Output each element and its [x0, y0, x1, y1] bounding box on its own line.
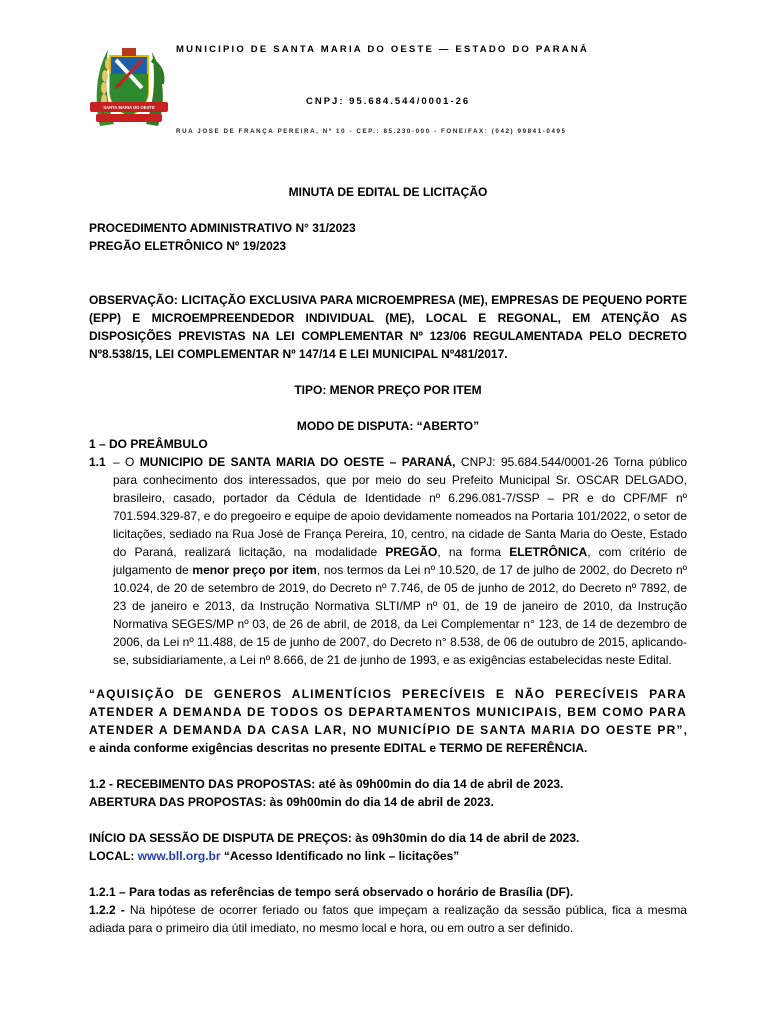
- object-paragraph: [89, 685, 687, 757]
- document-title: MINUTA DE EDITAL DE LICITAÇÃO: [288, 185, 488, 199]
- tipo-line: TIPO: MENOR PREÇO POR ITEM: [294, 383, 482, 397]
- location-label: LOCAL:: [89, 849, 138, 863]
- paragraph-number: 1.2.2 -: [89, 903, 125, 917]
- municipality-name: MUNICIPIO DE SANTA MARIA DO OESTE – PARANÁ,: [139, 455, 456, 469]
- bll-link[interactable]: www.bll.org.br: [137, 849, 221, 863]
- form-eletronica: ELETRÔNICA: [509, 545, 588, 559]
- paragraph-number: 1.1: [89, 455, 106, 469]
- cnpj-line: CNPJ: 95.684.544/0001-26: [306, 96, 471, 107]
- paragraph-1-2-2: [89, 901, 687, 937]
- document-body: [89, 183, 687, 937]
- observation-paragraph: OBSERVAÇÃO: LICITAÇÃO EXCLUSIVA PARA MICROEMPRESA (ME), EMPRESAS DE PEQUENO PORTE (EPP) E MICROEMPREENDEDOR INDIVIDUAL (ME), LOCAL E REGONAL, EM ATENÇÃO AS DISPOSIÇÕES PREVISTAS NA LEI COMPLEMENTAR Nº 123/06 REGULAMENTADA PELO DECRETO Nº8.538/15, LEI COMPLEMENTAR Nº 147/14 E LEI MUNICIPAL Nº481/2017.: [89, 293, 687, 361]
- modality-pregao: PREGÃO: [385, 545, 438, 559]
- text-run: , nos termos da Lei nº 10.520, de 17 de julho de 2002, do Decreto nº 10.024, de 20 de setembro de 2019, do Decreto nº 7.746, de 05 de junho de 2012, do Decreto nº 7892, de 23 de janeiro e 2013, da Instrução Normativa SLTI/MP nº 01, de 19 de janeiro de 2010, da Instrução Normativa SEGES/MP nº 03, de 26 de abril, de 2018, da Lei Complementar n° 123, de 14 de dezembro de 2006, da Lei nº 11.488, de 15 de junho de 2007, do Decreto n° 8.538, de 06 de outubro de 2015, aplicando-se, subsidiariamente, a Lei nº 8.666, de 21 de junho de 1993, e as exigências estabelecidas neste Edital.: [113, 563, 688, 667]
- location-note: “Acesso Identificado no link – licitações”: [220, 849, 460, 863]
- text-run: – O: [113, 455, 140, 469]
- address-line: RUA JOSE DE FRANÇA PEREIRA, Nº 10 - CEP.: 85.230-000 - FONE/FAX: (042) 99841-0495: [176, 128, 567, 135]
- municipality-line: MUNICIPIO DE SANTA MARIA DO OESTE — ESTADO DO PARANÁ: [176, 44, 589, 55]
- paragraph-1-2-1: 1.2.1 – Para todas as referências de tempo será observado o horário de Brasília (DF).: [89, 885, 574, 899]
- object-complement: , e ainda conforme exigências descritas no presente EDITAL e TERMO DE REFERÊNCIA.: [89, 723, 687, 755]
- procedure-number: PROCEDIMENTO ADMINISTRATIVO N° 31/2023: [89, 221, 356, 235]
- section-heading-preambulo: 1 – DO PREÂMBULO: [89, 437, 208, 451]
- judgement-criterion: menor preço por item: [192, 563, 317, 577]
- proposal-opening-line: ABERTURA DAS PROPOSTAS: às 09h00min do dia 14 de abril de 2023.: [89, 795, 494, 809]
- location-line: [89, 847, 687, 865]
- paragraph-text: Na hipótese de ocorrer feriado ou fatos que impeçam a realização da sessão pública, fica a mesma adiada para o primeiro dia útil imediato, no mesmo local e hora, ou em outro a ser definido.: [89, 903, 687, 935]
- text-run: , na forma: [437, 545, 510, 559]
- object-description: “AQUISIÇÃO DE GENEROS ALIMENTÍCIOS PERECÍVEIS E NÃO PERECÍVEIS PARA ATENDER A DEMANDA DE TODOS OS DEPARTAMENTOS MUNICIPAIS, BEM COMO PARA ATENDER A DEMANDA DA CASA LAR, NO MUNICÍPIO DE SANTA MARIA DO OESTE PR”: [89, 687, 687, 737]
- paragraph-1-1: [89, 453, 687, 669]
- session-start-line: INÍCIO DA SESSÃO DE DISPUTA DE PREÇOS: às 09h30min do dia 14 de abril de 2023.: [89, 831, 580, 845]
- municipal-crest-icon: [86, 40, 172, 132]
- letterhead: [0, 0, 770, 150]
- modo-disputa-line: MODO DE DISPUTA: “ABERTO”: [296, 419, 480, 433]
- proposal-receipt-line: 1.2 - RECEBIMENTO DAS PROPOSTAS: até às 09h00min do dia 14 de abril de 2023.: [89, 777, 564, 791]
- paragraph-text: [113, 453, 687, 669]
- text-run: CNPJ: 95.684.544/0001-26 Torna público para conhecimento dos interessados, que por meio do seu Prefeito Municipal Sr. OSCAR DELGADO, brasileiro, casado, portador da Cédula de Identidade nº 6.296.081-7/SSP – PR e do CPF/MF nº 701.594.329-87, e do pregoeiro e equipe de apoio devidamente nomeados na Portaria 101/2022, o setor de licitações, sediado na Rua José de França Pereira, 10, centro, na cidade de Santa Maria do Oeste, Estado do Paraná, realizará licitação, na modalidade: [113, 455, 687, 559]
- text-run: , com critério de julgamento de: [113, 545, 688, 577]
- pregao-number: PREGÃO ELETRÔNICO Nº 19/2023: [89, 239, 287, 253]
- svg-text:SANTA MARIA DO OESTE: SANTA MARIA DO OESTE: [103, 105, 155, 110]
